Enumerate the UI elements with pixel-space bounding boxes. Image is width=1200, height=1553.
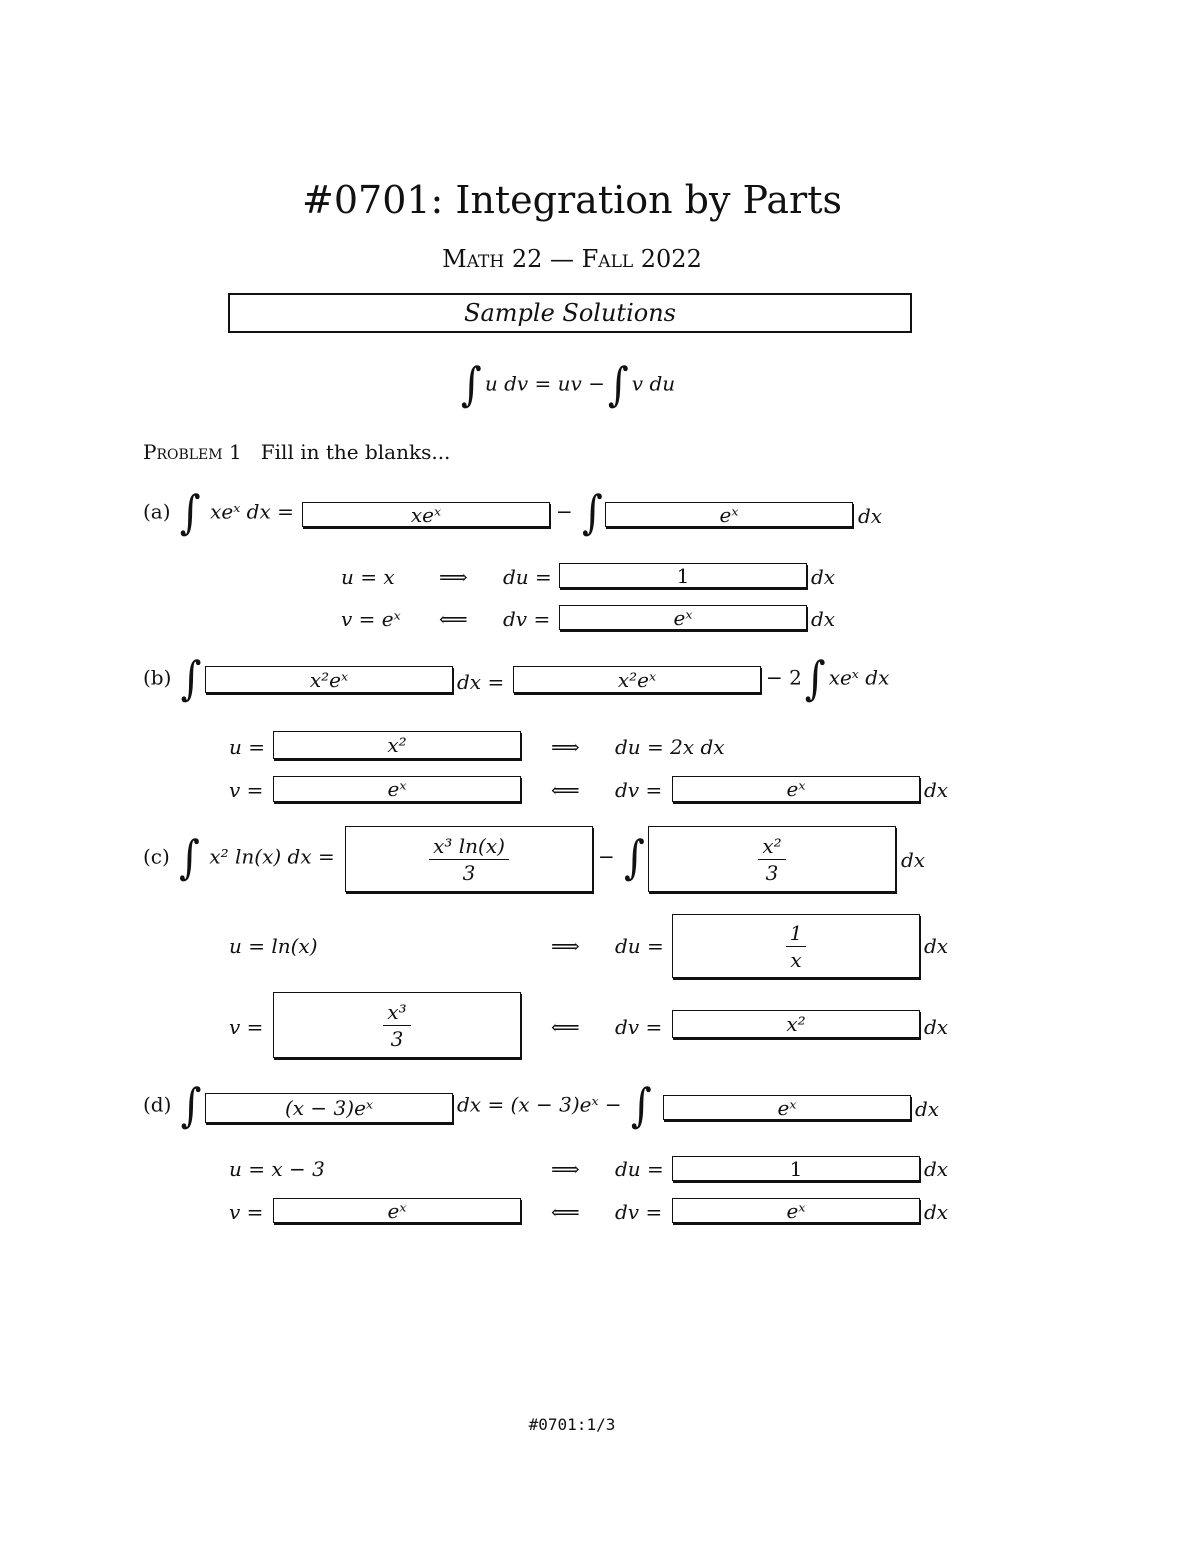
part-b-lhs: (b) ∫ [143, 652, 202, 706]
integral-sign: ∫ [582, 486, 603, 540]
part-a-lhs: (a) ∫ xeˣ dx = [143, 486, 294, 540]
impliedby-arrow: ⟸ [551, 778, 580, 802]
parts-formula: ∫ u dv = uv −∫ v du [461, 358, 676, 412]
implies-arrow: ⟹ [551, 1157, 580, 1181]
integral-sign: ∫ [631, 1079, 652, 1133]
c-dv-eq: dv = [615, 1015, 663, 1039]
integral-sign: ∫ [179, 486, 201, 540]
fraction: $\frac{\text{x³}}{3}$ [383, 1001, 410, 1050]
page-title: #0701: Integration by Parts [302, 178, 842, 222]
part-c-minus-integral: − ∫ [598, 831, 645, 885]
d-dv-eq: dv = [615, 1200, 663, 1224]
answer-box-c-uv[interactable] [345, 826, 593, 892]
impliedby-arrow: ⟸ [439, 607, 468, 631]
dx-label: dx [811, 565, 836, 589]
answer-box-d-du[interactable]: 1 [672, 1156, 920, 1181]
integral-sign: ∫ [804, 652, 826, 706]
answer-box-a-uv[interactable]: xeˣ [302, 502, 550, 527]
d-u-line: u = x − 3 [229, 1157, 325, 1181]
answer-box-b-dv[interactable]: eˣ [672, 776, 920, 802]
dx-label: dx [924, 934, 949, 958]
dx-label: dx [901, 848, 926, 872]
a-du-eq: du = [503, 565, 552, 589]
integral-sign: ∫ [607, 358, 629, 412]
page-footer: #0701:1/3 [528, 1415, 616, 1434]
answer-box-a-dv[interactable]: eˣ [559, 605, 807, 630]
answer-box-b-integrand[interactable]: x²eˣ [205, 666, 453, 693]
fraction: $\frac{1}{x}$ [786, 922, 807, 971]
part-a-minus-integral: − ∫ [556, 486, 603, 540]
integral-sign: ∫ [179, 831, 201, 885]
integral-sign: ∫ [180, 652, 202, 706]
dx-label: dx [858, 504, 883, 528]
part-d-lhs: (d) ∫ [143, 1079, 202, 1133]
dx-label: dx [924, 1200, 949, 1224]
answer-box-c-du[interactable] [672, 914, 920, 978]
integral-sign: ∫ [180, 1079, 202, 1133]
answer-box-b-u[interactable]: x² [273, 731, 521, 759]
implies-arrow: ⟹ [551, 735, 580, 759]
answer-box-b-v[interactable]: eˣ [273, 776, 521, 802]
course-subtitle: Math 22 — Fall 2022 [442, 245, 702, 273]
fraction: $\frac{\text{x³ ln(x)}}{3}$ [429, 835, 509, 884]
dx-label: dx [924, 1157, 949, 1181]
answer-box-b-uv[interactable]: x²eˣ [513, 666, 761, 693]
integral-sign: ∫ [461, 358, 482, 412]
dx-label: dx [915, 1097, 940, 1121]
c-du-eq: du = [615, 934, 664, 958]
problem-heading: Problem 1 Fill in the blanks... [143, 440, 451, 464]
b-dx-eq: dx = [457, 670, 505, 694]
answer-box-a-vdu[interactable]: eˣ [605, 502, 853, 527]
c-v-eq: v = [229, 1015, 264, 1039]
answer-box-d-dv[interactable]: eˣ [672, 1198, 920, 1223]
b-v-eq: v = [229, 778, 264, 802]
solutions-banner: Sample Solutions [228, 293, 912, 333]
part-b-tail: − 2∫ xeˣ dx [766, 652, 890, 706]
b-u-eq: u = [229, 735, 265, 759]
dx-label: dx [924, 778, 949, 802]
d-du-eq: du = [615, 1157, 664, 1181]
a-v-line: v = eˣ [341, 607, 401, 631]
impliedby-arrow: ⟸ [551, 1015, 580, 1039]
b-dv-eq: dv = [615, 778, 663, 802]
integral-sign: ∫ [624, 831, 645, 885]
answer-box-a-du[interactable]: 1 [559, 563, 807, 588]
impliedby-arrow: ⟸ [551, 1200, 580, 1224]
implies-arrow: ⟹ [551, 934, 580, 958]
answer-box-c-v[interactable] [273, 992, 521, 1058]
a-u-line: u = x [341, 565, 395, 589]
answer-box-d-integrand[interactable]: (x − 3)eˣ [205, 1093, 453, 1123]
part-d-mid: dx = (x − 3)eˣ − ∫ [457, 1079, 652, 1133]
answer-box-d-v[interactable]: eˣ [273, 1198, 521, 1223]
dx-label: dx [811, 607, 836, 631]
part-c-lhs: (c) ∫ x² ln(x) dx = [143, 831, 335, 885]
answer-box-c-vdu[interactable] [648, 826, 896, 892]
answer-box-c-dv[interactable]: x² [672, 1010, 920, 1038]
answer-box-d-vdu[interactable]: eˣ [663, 1095, 911, 1120]
b-du-line: du = 2x dx [615, 735, 725, 759]
d-v-eq: v = [229, 1200, 264, 1224]
fraction: $\frac{\text{x²}}{3}$ [758, 835, 785, 884]
implies-arrow: ⟹ [439, 565, 468, 589]
a-dv-eq: dv = [503, 607, 551, 631]
c-u-line: u = ln(x) [229, 934, 318, 958]
dx-label: dx [924, 1015, 949, 1039]
